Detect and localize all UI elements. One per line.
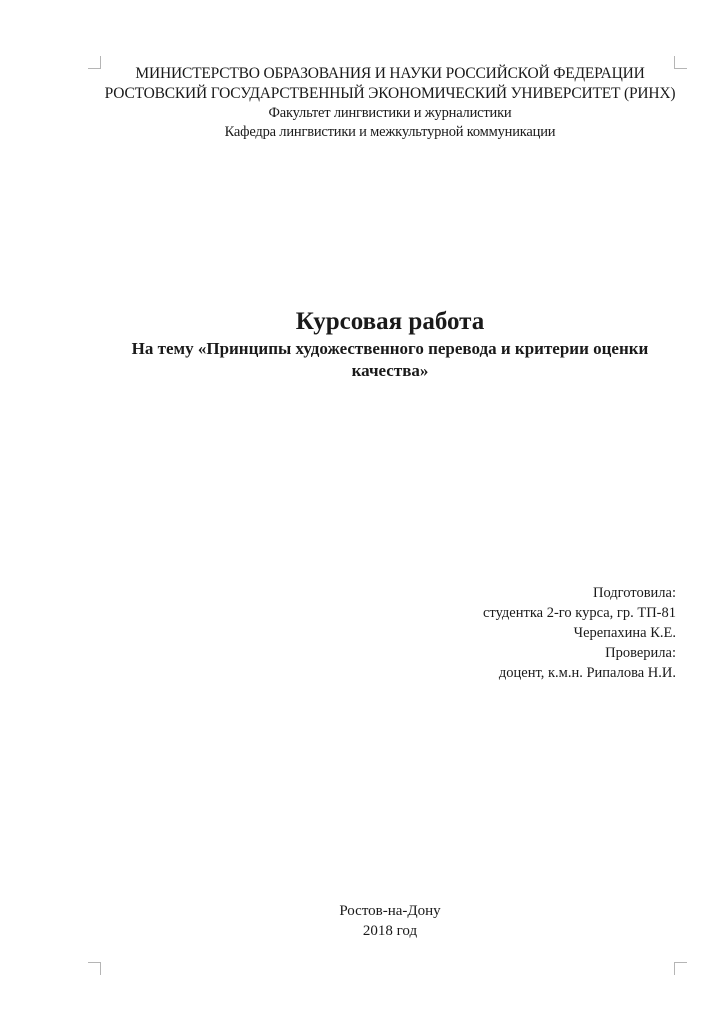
margin-mark-bottom-right — [674, 962, 687, 975]
student-info: студентка 2-го курса, гр. ТП-81 — [483, 605, 676, 621]
signature-block — [346, 583, 676, 683]
title-block — [100, 306, 680, 382]
document-title: Курсовая работа — [295, 308, 485, 335]
ministry-name: МИНИСТЕРСТВО ОБРАЗОВАНИЯ И НАУКИ РОССИЙСКОЙ ФЕДЕРАЦИИ РОСТОВСКИЙ ГОСУДАРСТВЕННЫЙ ЭКОНОМИЧЕСКИЙ УНИВЕРСИТЕТ (РИНХ) — [104, 65, 676, 102]
supervisor-info: доцент, к.м.н. Рипалова Н.И. — [498, 665, 676, 681]
department-name: Кафедра лингвистики и межкультурной коммуникации — [224, 124, 556, 140]
prepared-label: Подготовила: — [592, 585, 676, 601]
margin-mark-bottom-left — [88, 962, 101, 975]
header-block — [100, 64, 680, 142]
faculty-name: Факультет лингвистики и журналистики — [268, 105, 512, 121]
checked-label: Проверила: — [605, 645, 676, 661]
year: 2018 год — [362, 923, 418, 939]
footer-block — [100, 901, 680, 941]
student-name: Черепахина К.Е. — [573, 625, 676, 641]
document-subtitle: На тему «Принципы художественного перевода и критерии оценки качества» — [131, 339, 649, 380]
city: Ростов-на-Дону — [339, 903, 441, 919]
